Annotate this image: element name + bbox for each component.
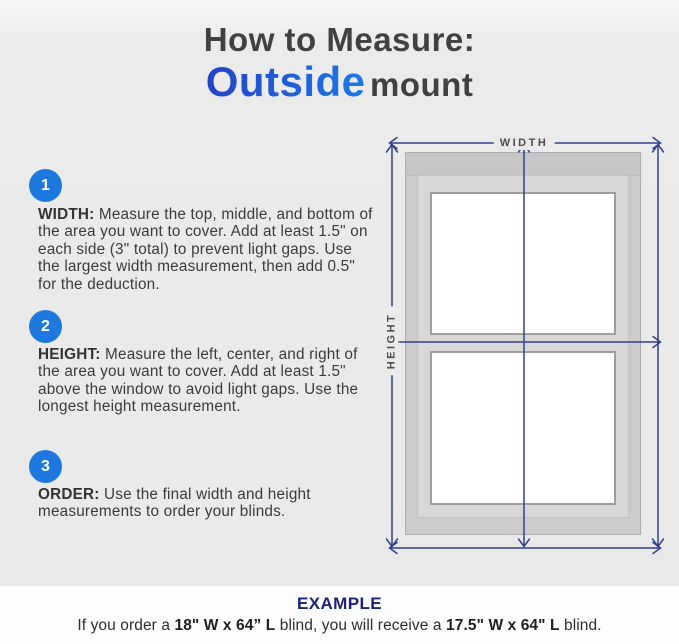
step-3-instructions xyxy=(38,486,376,521)
step-2-number-badge: 2 xyxy=(29,310,62,343)
width-dimension-label: WIDTH xyxy=(494,137,555,150)
step-3-text: Use the final width and height measurements to order your blinds. xyxy=(38,486,311,521)
title-mount-word: mount xyxy=(370,66,474,104)
step-1-label: WIDTH: xyxy=(38,206,95,223)
step-1-instructions xyxy=(38,206,376,293)
step-2-instructions xyxy=(38,346,376,416)
page-title xyxy=(0,22,679,105)
example-ordered-size: 18" W x 64” L xyxy=(174,617,276,634)
measurement-arrows xyxy=(376,129,676,561)
title-mount-type: Outside xyxy=(205,58,366,106)
example-received-size: 17.5" W x 64" L xyxy=(446,617,560,634)
title-line-2 xyxy=(0,59,679,105)
example-prefix: If you order a xyxy=(77,617,175,634)
example-sentence xyxy=(0,617,679,635)
step-2-text: Measure the left, center, and right of the area you want to cover. Add at least 1.5" above the window to avoid light gaps. Use the longest height measurement. xyxy=(38,346,359,416)
title-line-1: How to Measure: xyxy=(203,21,476,58)
example-heading: EXAMPLE xyxy=(297,594,382,613)
height-dimension-label: HEIGHT xyxy=(386,307,399,376)
step-1-number-badge: 1 xyxy=(29,169,62,202)
example-footer xyxy=(0,586,679,644)
step-3-number-badge: 3 xyxy=(29,450,62,483)
step-2-label: HEIGHT: xyxy=(38,346,101,363)
example-suffix: blind. xyxy=(559,617,602,634)
example-middle: blind, you will receive a xyxy=(275,617,447,634)
step-3-label: ORDER: xyxy=(38,486,100,503)
step-1-text: Measure the top, middle, and bottom of the area you want to cover. Add at least 1.5" on each side (3" total) to prevent light gaps. Use the largest width measurement, then add 0.5" for the deduction. xyxy=(38,206,373,293)
